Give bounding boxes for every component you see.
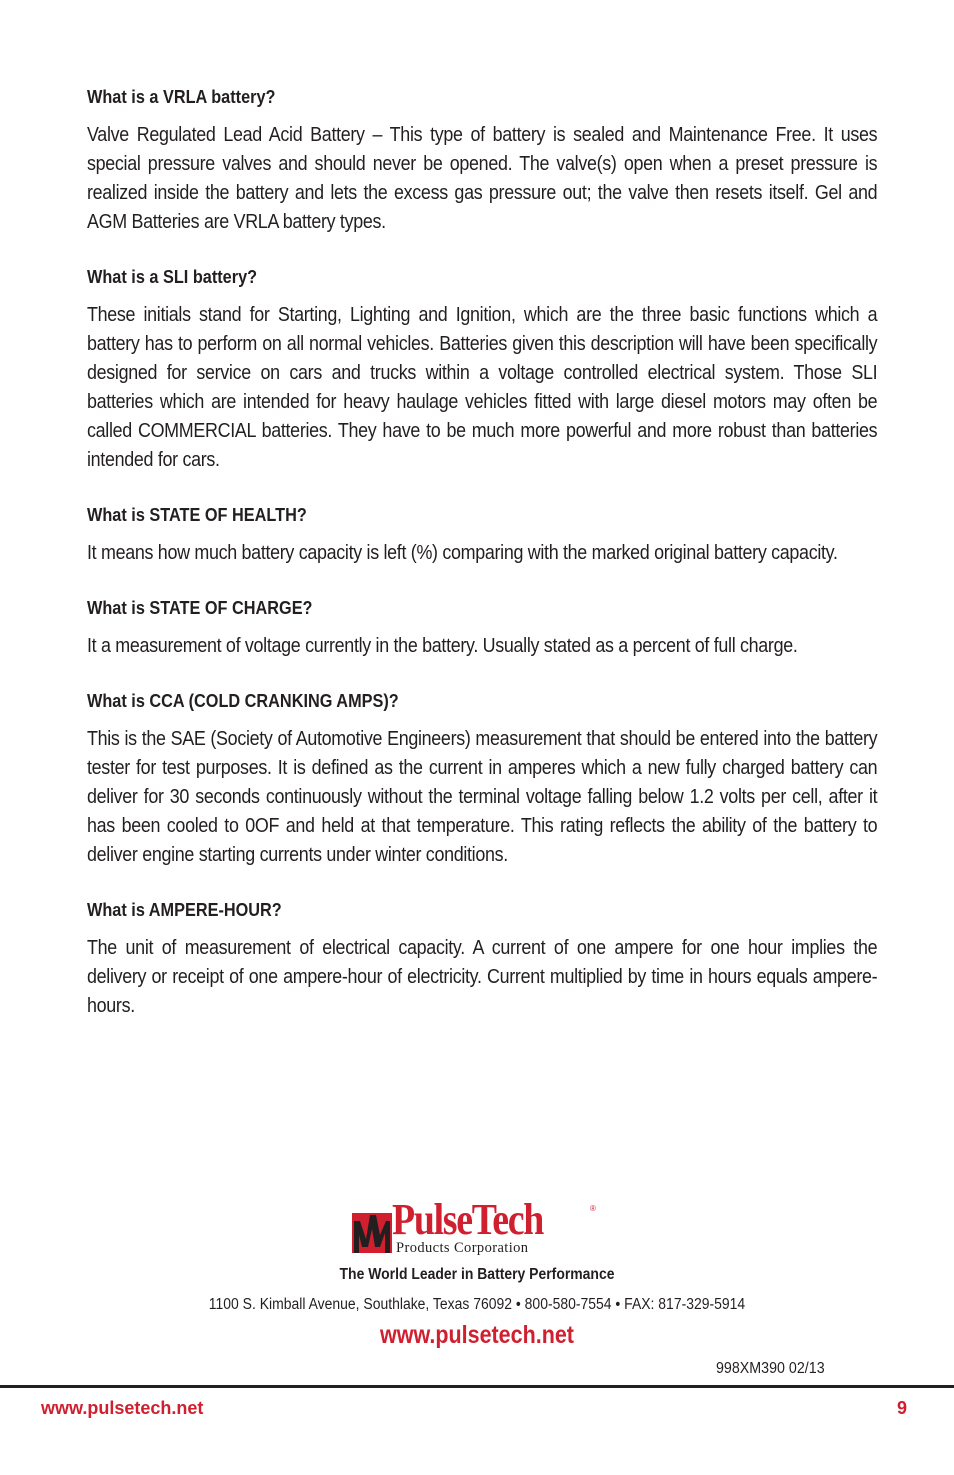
answer-paragraph: It a measurement of voltage currently in the battery. Usually stated as a percent of full charge. [87, 635, 798, 657]
website-link[interactable]: www.pulsetech.net [380, 1321, 574, 1349]
logo-wordmark: PulseTech [392, 1195, 543, 1244]
faq-section-sli [87, 264, 877, 475]
answer-paragraph: These initials stand for Starting, Lighting and Ignition, which are the three basic functions which a battery has to perform on all normal vehicles. Batteries given this description will have been specifically designed for service on cars and trucks within a voltage controlled electrical system. Those SLI batteries which are intended for heavy haulage vehicles fitted with large diesel motors may often be called COMMERCIAL batteries. They have to be much more powerful and more robust than batteries intended for cars. [87, 304, 878, 471]
question-heading: What is STATE OF CHARGE? [87, 597, 313, 618]
faq-content [87, 84, 877, 1021]
document-number: 998XM390 02/13 [716, 1360, 825, 1377]
faq-section-state-of-charge [87, 595, 877, 661]
company-tagline: The World Leader in Battery Performance [339, 1266, 615, 1283]
answer-paragraph: The unit of measurement of electrical capacity. A current of one ampere for one hour implies the delivery or receipt of one ampere-hour of electricity. Current multiplied by time in hours equals ampere-hours. [87, 937, 878, 1017]
logo-subtitle: Products Corporation [396, 1240, 529, 1256]
faq-section-vrla [87, 84, 877, 237]
question-heading: What is AMPERE-HOUR? [87, 899, 282, 920]
faq-section-ampere-hour [87, 897, 877, 1021]
answer-paragraph: It means how much battery capacity is left (%) comparing with the marked original battery capacity. [87, 542, 838, 564]
pulsetech-logo [352, 1195, 602, 1259]
question-heading: What is STATE OF HEALTH? [87, 504, 307, 525]
answer-paragraph: This is the SAE (Society of Automotive Engineers) measurement that should be entered into the battery tester for test purposes. It is defined as the current in amperes which a new fully charged battery can deliver for 30 seconds continuously without the terminal voltage falling below 1.2 volts per cell, after it has been cooled to 0OF and held at that temperature. This rating reflects the ability of the battery to deliver engine starting currents under winter conditions. [87, 728, 878, 866]
faq-section-cca [87, 688, 877, 870]
pulse-waveform-logo-icon [352, 1205, 392, 1255]
question-heading: What is a SLI battery? [87, 266, 258, 287]
company-address: 1100 S. Kimball Avenue, Southlake, Texas 76092 • 800-580-7554 • FAX: 817-329-5914 [208, 1296, 746, 1313]
answer-paragraph: Valve Regulated Lead Acid Battery – This type of battery is sealed and Maintenance Free. It uses special pressure valves and should never be opened. The valve(s) open when a preset pressure is realized inside the battery and lets the excess gas pressure out; the valve then resets itself. Gel and AGM Batteries are VRLA battery types. [87, 124, 878, 233]
footer-divider [0, 1385, 954, 1388]
question-heading: What is CCA (COLD CRANKING AMPS)? [87, 690, 399, 711]
page-number: 9 [897, 1398, 908, 1418]
registered-mark: ® [590, 1204, 596, 1213]
question-heading: What is a VRLA battery? [87, 86, 276, 107]
faq-section-state-of-health [87, 502, 877, 568]
footer-website-link[interactable]: www.pulsetech.net [41, 1398, 204, 1418]
